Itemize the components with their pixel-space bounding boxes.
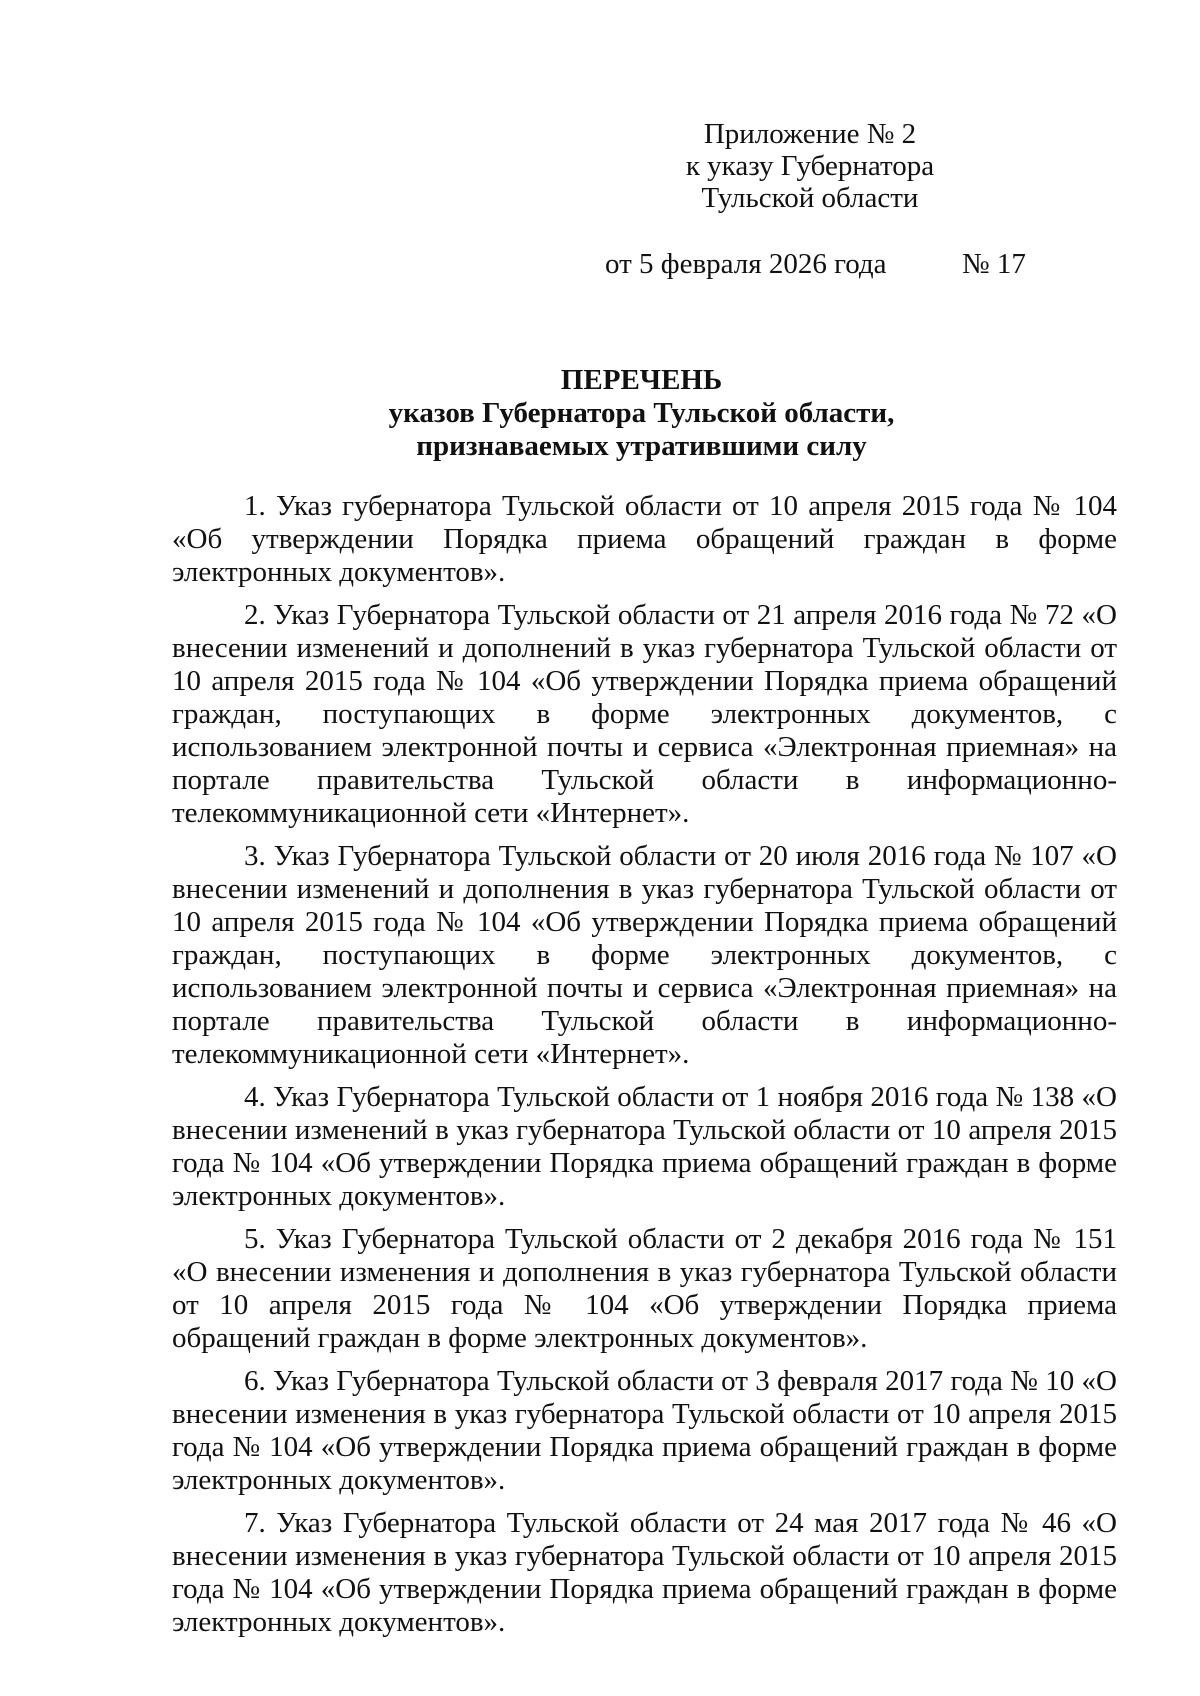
list-item: 7. Указ Губернатора Тульской области от 24 мая 2017 года № 46 «О внесении изменения в указ губернатора Тульской области от 10 апреля 2015 года № 104 «Об утверждении Порядка приема обращений граждан в форме электронных документов». (172, 1507, 1117, 1638)
list-item: 3. Указ Губернатора Тульской области от 20 июля 2016 года № 107 «О внесении изменений и дополнения в указ губернатора Тульской области от 10 апреля 2015 года № 104 «Об утверждении Порядка приема обращений граждан, поступающих в форме электронных документов, с использованием электронной почты и сервиса «Электронная приемная» на портале правительства Тульской области в информационно-телекоммуникационной сети «Интернет». (172, 840, 1117, 1070)
title-main: ПЕРЕЧЕНЬ (560, 364, 723, 396)
list-item: 5. Указ Губернатора Тульской области от 2 декабря 2016 года № 151 «О внесении изменения и дополнения в указ губернатора Тульской области от 10 апреля 2015 года № 104 «Об утверждении Порядка приема обращений граждан в форме электронных документов». (172, 1223, 1117, 1354)
title-subtitle-line: указов Губернатора Тульской области, (388, 397, 895, 429)
appendix-line: к указу Губернатора (685, 150, 935, 182)
appendix-line: Приложение № 2 (703, 118, 917, 150)
title-subtitle-line: признаваемых утратившими силу (416, 430, 867, 462)
appendix-line: Тульской области (701, 182, 919, 214)
list-item: 6. Указ Губернатора Тульской области от 3 февраля 2017 года № 10 «О внесении изменения в указ губернатора Тульской области от 10 апреля 2015 года № 104 «Об утверждении Порядка приема обращений граждан в форме электронных документов». (172, 1365, 1117, 1496)
decree-number: № 17 (962, 248, 1026, 280)
document-title (170, 364, 1113, 463)
decree-list (172, 490, 1117, 1649)
list-item: 2. Указ Губернатора Тульской области от 21 апреля 2016 года № 72 «О внесении изменений и дополнений в указ губернатора Тульской области от 10 апреля 2015 года № 104 «Об утверждении Порядка приема обращений граждан, поступающих в форме электронных документов, с использованием электронной почты и сервиса «Электронная приемная» на портале правительства Тульской области в информационно-телекоммуникационной сети «Интернет». (172, 599, 1117, 829)
list-item: 1. Указ губернатора Тульской области от 10 апреля 2015 года № 104 «Об утверждении Порядка приема обращений граждан в форме электронных документов». (172, 490, 1117, 588)
list-item: 4. Указ Губернатора Тульской области от 1 ноября 2016 года № 138 «О внесении изменений в указ губернатора Тульской области от 10 апреля 2015 года № 104 «Об утверждении Порядка приема обращений граждан в форме электронных документов». (172, 1081, 1117, 1212)
decree-date: от 5 февраля 2026 года (605, 248, 887, 280)
appendix-header (660, 118, 960, 214)
